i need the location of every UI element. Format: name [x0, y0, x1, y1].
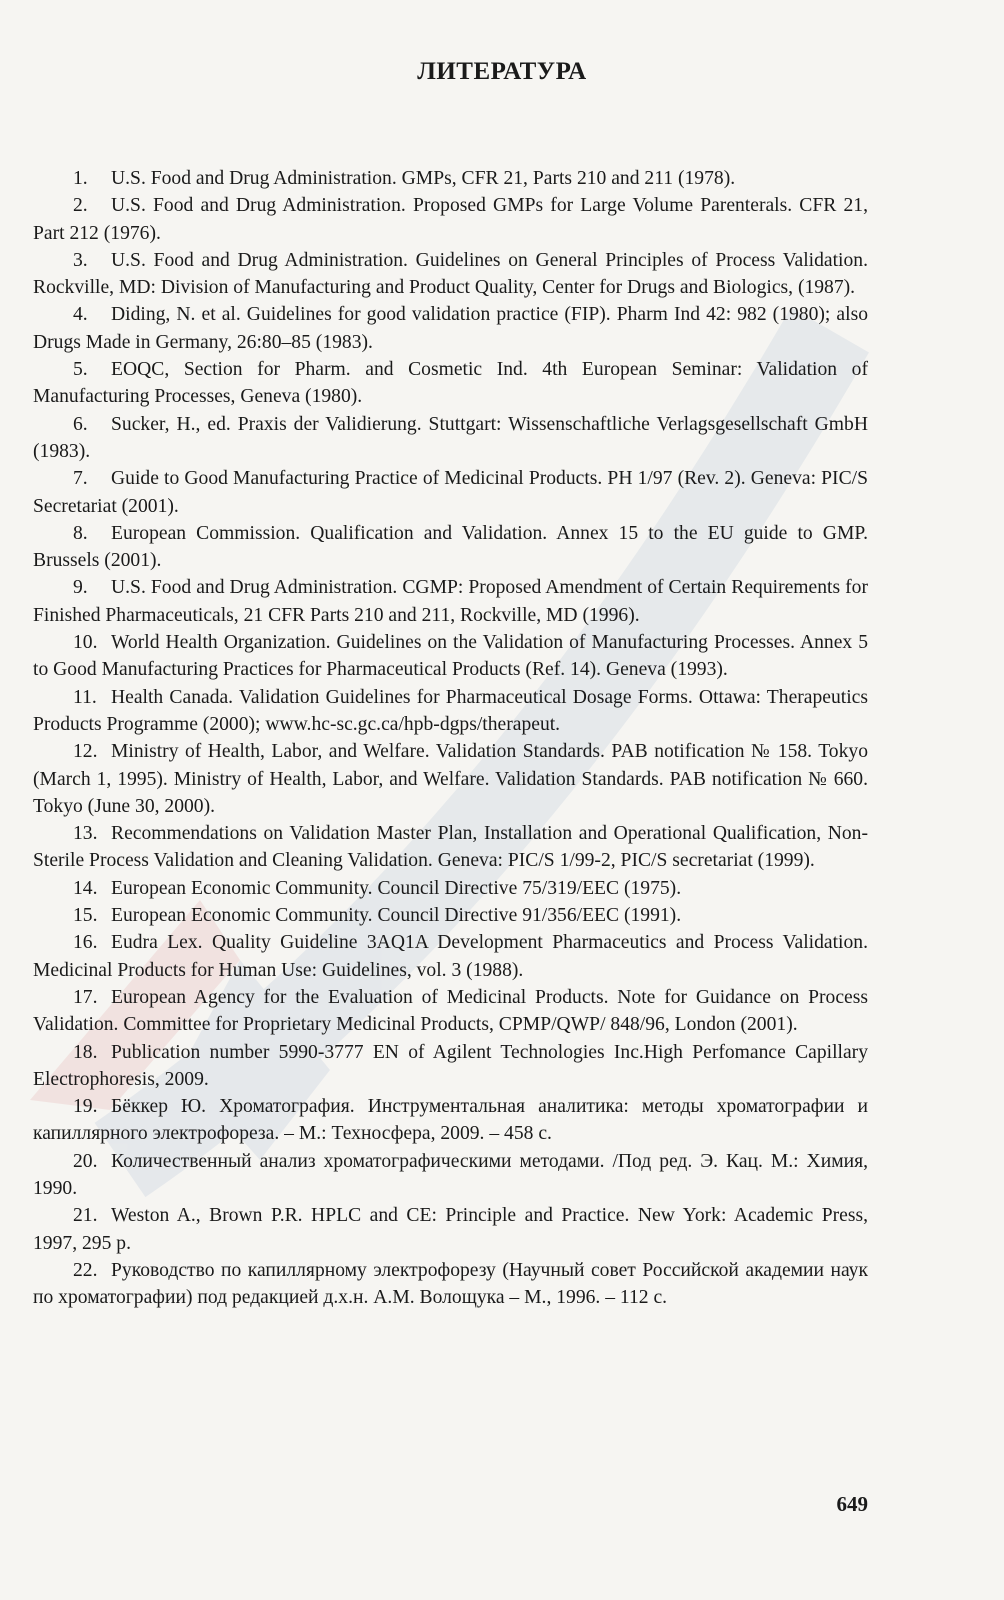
reference-number: 4.	[73, 304, 88, 326]
reference-number: 7.	[73, 468, 88, 490]
reference-text: U.S. Food and Drug Administration. GMPs, CFR 21, Parts 210 and 211 (1978).	[111, 168, 736, 189]
reference-item	[33, 520, 868, 575]
reference-number: 12.	[73, 741, 98, 763]
reference-text: Guide to Good Manufacturing Practice of Medicinal Products. PH 1/97 (Rev. 2). Geneva: PIC/S Secretariat (2001).	[33, 468, 868, 517]
reference-text: Ministry of Health, Labor, and Welfare. Validation Standards. PAB notification № 158. Tokyo (March 1, 1995). Ministry of Health, Labor, and Welfare. Validation Standards. PAB notification № 660. Tokyo (June 30, 2000).	[33, 741, 868, 817]
reference-text: EOQC, Section for Pharm. and Cosmetic Ind. 4th European Seminar: Validation of Manufacturing Processes, Geneva (1980).	[33, 359, 868, 408]
reference-item	[33, 984, 868, 1039]
reference-item	[33, 247, 868, 302]
reference-text: U.S. Food and Drug Administration. Proposed GMPs for Large Volume Parenterals. CFR 21, Part 212 (1976).	[33, 195, 868, 244]
reference-item	[33, 165, 868, 192]
reference-text: Health Canada. Validation Guidelines for Pharmaceutical Dosage Forms. Ottawa: Therapeutics Products Programme (2000); www.hc-sc.gc.ca/hpb-dgps/therapeut.	[33, 686, 868, 735]
reference-text: U.S. Food and Drug Administration. CGMP: Proposed Amendment of Certain Requirements for Finished Pharmaceuticals, 21 CFR Parts 210 and 211, Rockville, MD (1996).	[33, 577, 868, 626]
reference-number: 18.	[73, 1041, 98, 1063]
reference-text: Publication number 5990-3777 EN of Agilent Technologies Inc.High Perfomance Capillary Electrophoresis, 2009.	[33, 1041, 868, 1090]
reference-text: Eudra Lex. Quality Guideline 3AQ1A Development Pharmaceutics and Process Validation. Medicinal Products for Human Use: Guidelines, vol. 3 (1988).	[33, 932, 868, 981]
reference-text: Количественный анализ хроматографическими методами. /Под ред. Э. Кац. М.: Химия, 1990.	[33, 1150, 868, 1199]
reference-list	[33, 165, 868, 1311]
reference-number: 21.	[73, 1205, 98, 1227]
reference-number: 13.	[73, 823, 98, 845]
reference-item	[33, 1257, 868, 1312]
reference-number: 22.	[73, 1259, 98, 1281]
reference-item	[33, 465, 868, 520]
reference-text: Sucker, H., ed. Praxis der Validierung. Stuttgart: Wissenschaftliche Verlagsgesellschaft GmbH (1983).	[33, 413, 868, 462]
reference-text: World Health Organization. Guidelines on the Validation of Manufacturing Processes. Annex 5 to Good Manufacturing Practices for Pharmaceutical Products (Ref. 14). Geneva (1993).	[33, 632, 868, 681]
reference-item	[33, 192, 868, 247]
reference-item	[33, 411, 868, 466]
reference-number: 9.	[73, 577, 88, 599]
reference-text: Diding, N. et al. Guidelines for good validation practice (FIP). Pharm Ind 42: 982 (1980); also Drugs Made in Germany, 26:80–85 (1983).	[33, 304, 868, 353]
reference-item	[33, 301, 868, 356]
reference-item	[33, 574, 868, 629]
reference-item	[33, 929, 868, 984]
reference-item	[33, 1039, 868, 1094]
reference-item	[33, 629, 868, 684]
reference-number: 8.	[73, 522, 88, 544]
reference-number: 6.	[73, 413, 88, 435]
reference-item	[33, 356, 868, 411]
reference-item	[33, 738, 868, 820]
reference-text: Weston A., Brown P.R. HPLC and CE: Principle and Practice. New York: Academic Press, 1997, 295 p.	[33, 1205, 868, 1254]
reference-text: European Commission. Qualification and Validation. Annex 15 to the EU guide to GMP. Brussels (2001).	[33, 522, 868, 572]
reference-text: U.S. Food and Drug Administration. Guidelines on General Principles of Process Validation. Rockville, MD: Division of Manufacturing and Product Quality, Center for Drugs and Biologics, (1987).	[33, 249, 868, 299]
reference-text: Бёккер Ю. Хроматография. Инструментальная аналитика: методы хроматографии и капиллярного электрофореза. – М.: Техносфера, 2009. – 458 с.	[33, 1096, 868, 1145]
reference-number: 5.	[73, 359, 88, 381]
reference-item	[33, 1148, 868, 1203]
reference-number: 20.	[73, 1150, 98, 1172]
page-title: ЛИТЕРАТУРА	[417, 58, 587, 85]
reference-item	[33, 820, 868, 875]
reference-number: 10.	[73, 632, 98, 654]
reference-number: 2.	[73, 195, 88, 217]
reference-item	[33, 684, 868, 739]
page-number: 649	[836, 1492, 868, 1516]
reference-number: 11.	[73, 686, 97, 708]
reference-item	[33, 1093, 868, 1148]
reference-text: European Economic Community. Council Directive 75/319/EEC (1975).	[111, 877, 682, 899]
reference-text: European Economic Community. Council Directive 91/356/EEC (1991).	[111, 905, 682, 927]
reference-number: 14.	[73, 877, 98, 899]
reference-number: 16.	[73, 932, 98, 954]
reference-item	[33, 875, 868, 902]
reference-text: Руководство по капиллярному электрофорезу (Научный совет Российской академии наук по хроматографии) под редакцией д.х.н. А.М. Волощука – М., 1996. – 112 с.	[33, 1259, 868, 1309]
reference-number: 19.	[73, 1096, 98, 1118]
reference-number: 17.	[73, 986, 98, 1008]
reference-item	[33, 902, 868, 929]
reference-number: 15.	[73, 905, 98, 927]
reference-number: 1.	[73, 168, 88, 189]
reference-number: 3.	[73, 249, 88, 271]
reference-text: European Agency for the Evaluation of Medicinal Products. Note for Guidance on Process Validation. Committee for Proprietary Medicinal Products, CPMP/QWP/ 848/96, London (2001).	[33, 986, 868, 1036]
reference-item	[33, 1202, 868, 1257]
reference-text: Recommendations on Validation Master Plan, Installation and Operational Qualification, Non-Sterile Process Validation and Cleaning Validation. Geneva: PIC/S 1/99-2, PIC/S secretariat (1999).	[33, 823, 868, 872]
